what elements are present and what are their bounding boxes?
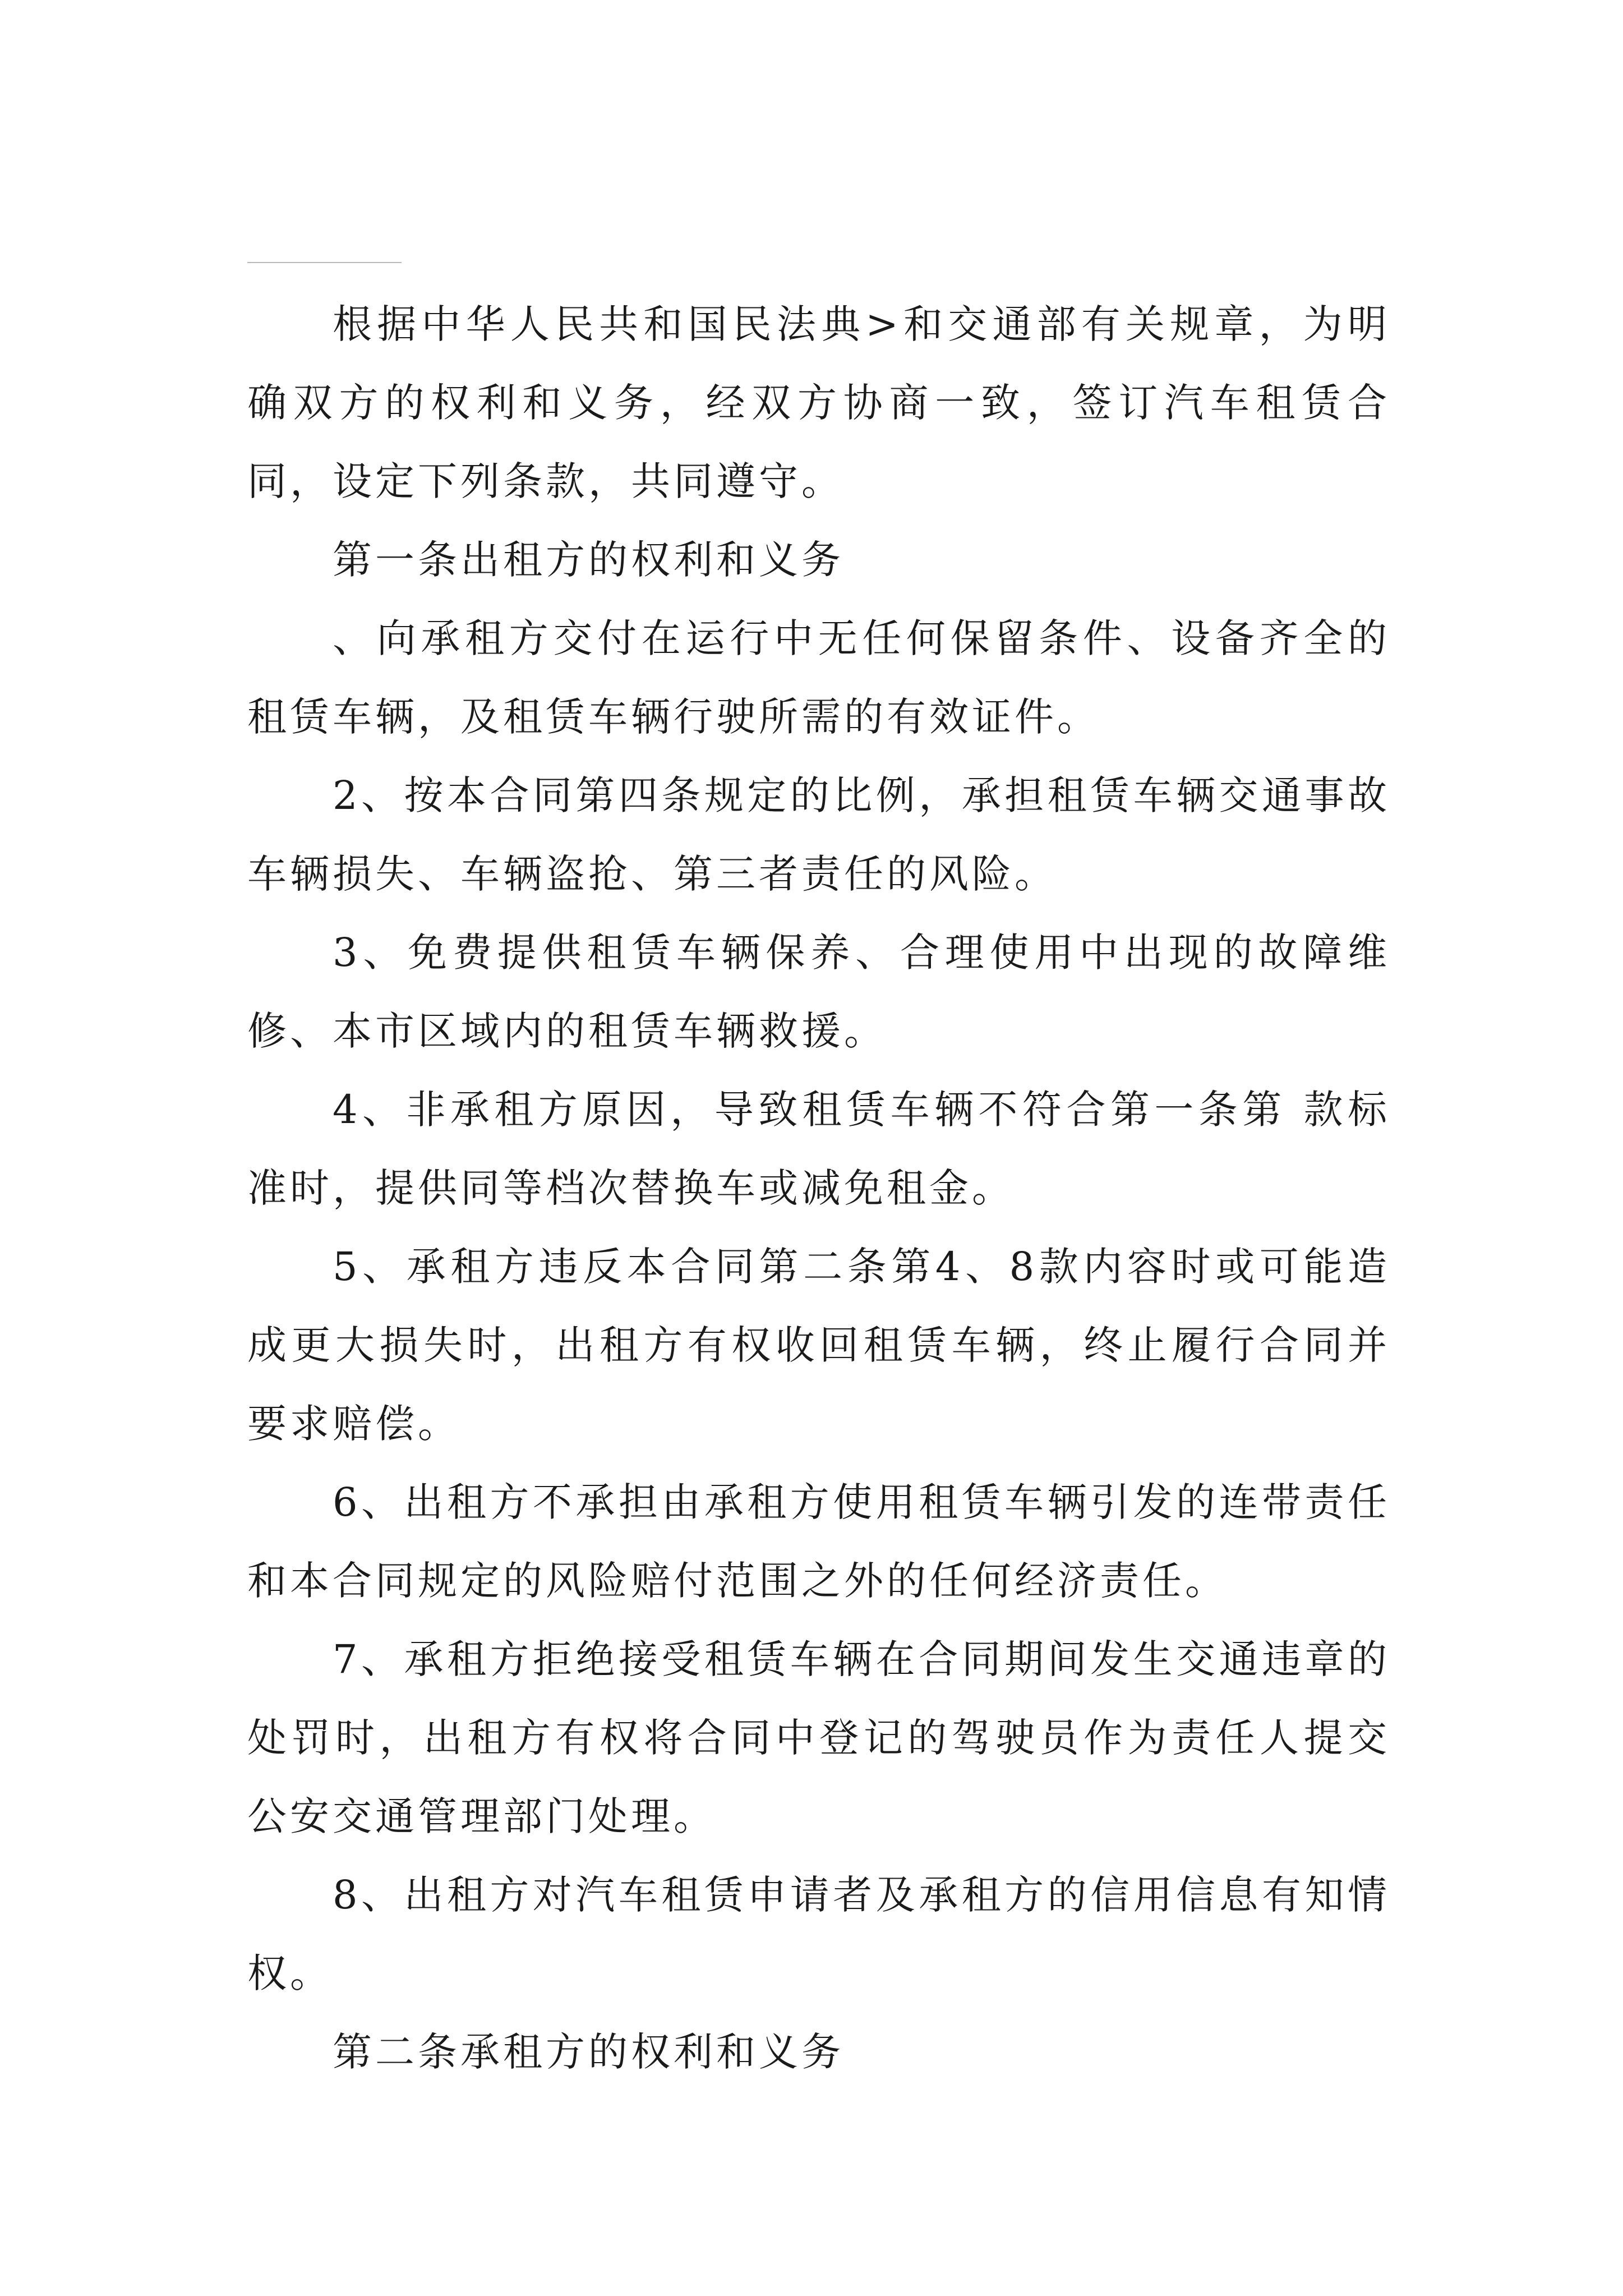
clause-1-2: 2、按本合同第四条规定的比例，承担租赁车辆交通事故车辆损失、车辆盗抢、第三者责任的风险。: [247, 772, 1390, 897]
document-body: [247, 285, 1390, 2091]
clause-1-4: 4、非承租方原因，导致租赁车辆不符合第一条第 款标准时，提供同等档次替换车或减免租金。: [247, 1087, 1390, 1211]
clause-1-5: 5、承租方违反本合同第二条第4、8款内容时或可能造成更大损失时，出租方有权收回租赁车辆，终止履行合同并要求赔偿。: [247, 1244, 1390, 1447]
clause-1-8: 8、出租方对汽车租赁申请者及承租方的信用信息有知情权。: [247, 1872, 1390, 1996]
paragraph-preamble: 根据中华人民共和国民法典>和交通部有关规章，为明确双方的权利和义务，经双方协商一致，签订汽车租赁合同，设定下列条款，共同遵守。: [247, 301, 1390, 504]
clause-1-3: 3、免费提供租赁车辆保养、合理使用中出现的故障维修、本市区域内的租赁车辆救援。: [247, 930, 1390, 1054]
header-divider: [247, 262, 402, 263]
clause-1-6: 6、出租方不承担由承租方使用租赁车辆引发的连带责任和本合同规定的风险赔付范围之外的任何经济责任。: [247, 1479, 1390, 1604]
clause-1-7: 7、承租方拒绝接受租赁车辆在合同期间发生交通违章的处罚时，出租方有权将合同中登记的驾驶员作为责任人提交公安交通管理部门处理。: [247, 1636, 1390, 1839]
section-heading-lessor: 第一条出租方的权利和义务: [333, 537, 844, 583]
clause-1-1: 、向承租方交付在运行中无任何保留条件、设备齐全的租赁车辆，及租赁车辆行驶所需的有效证件。: [247, 615, 1390, 740]
section-heading-lessee: 第二条承租方的权利和义务: [333, 2029, 844, 2075]
